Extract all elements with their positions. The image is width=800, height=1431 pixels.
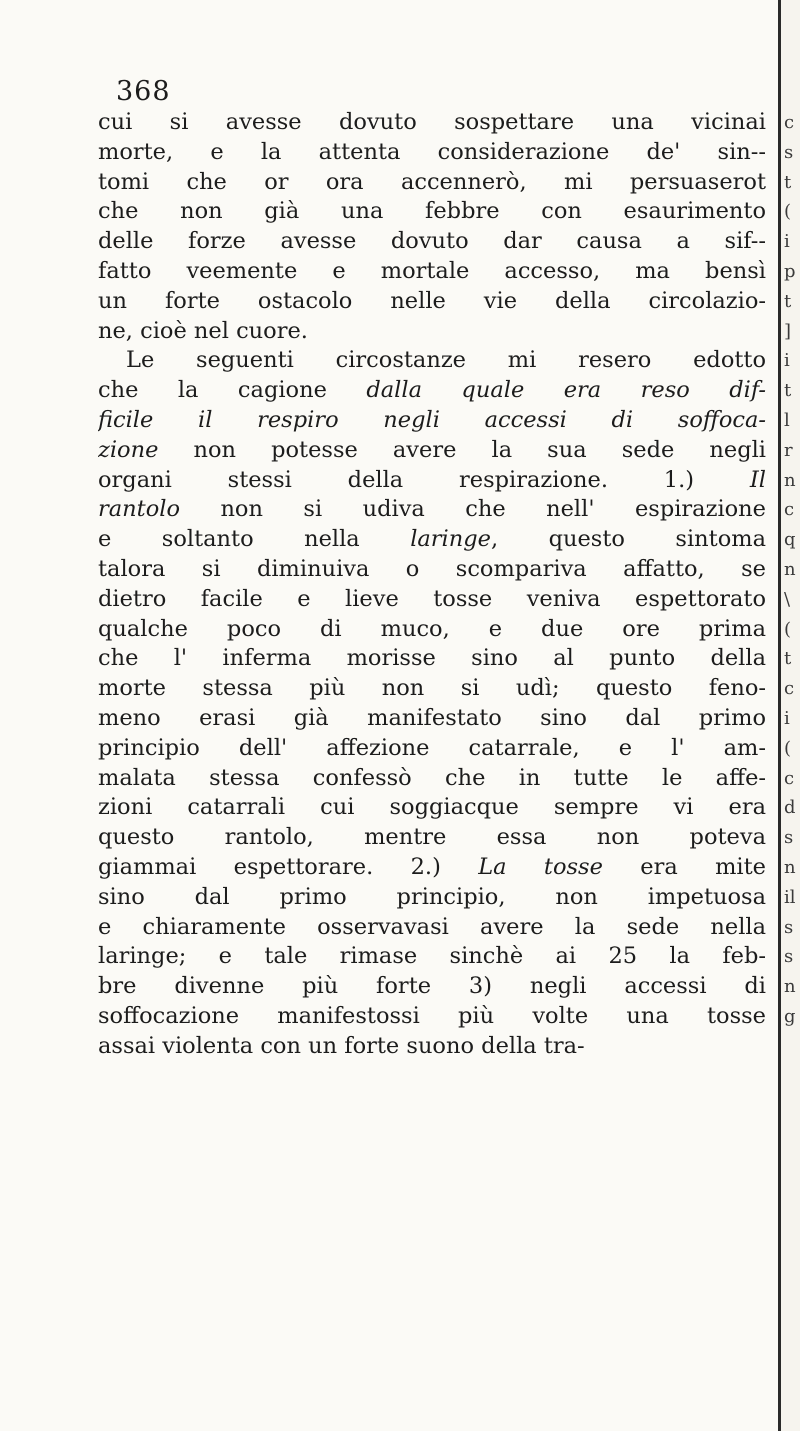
text-line [98, 108, 766, 138]
text-span: sino dal primo principio, non impetuosa [98, 883, 766, 910]
text-span: e chiaramente osservavasi avere la sede nella [98, 913, 766, 940]
text-span: La tosse [478, 853, 603, 880]
facing-page-char: s [784, 916, 794, 938]
body-text [98, 108, 766, 1062]
facing-page-char: ( [784, 737, 792, 759]
text-span: soffocazione manifestossi più volte una tosse [98, 1002, 766, 1029]
facing-page-char: n [784, 856, 796, 878]
text-line [98, 883, 766, 913]
facing-page-char: c [784, 112, 795, 133]
text-line [98, 585, 766, 615]
facing-page-char: ] [784, 320, 792, 342]
facing-page-char: n [784, 469, 796, 491]
text-span: delle forze avesse dovuto dar causa a sif-- [98, 228, 766, 255]
facing-page-char: t [784, 380, 792, 402]
facing-page-char: c [784, 678, 795, 700]
facing-page-char: \ [784, 588, 791, 610]
text-span: Le seguenti circostanze mi resero edotto [126, 347, 766, 374]
text-line [98, 823, 766, 853]
text-line [98, 436, 766, 466]
text-span: dalla quale era reso dif- [366, 377, 766, 404]
facing-page-fragments [784, 108, 800, 1032]
text-span: giammai espettorare. 2.) [98, 853, 479, 880]
text-line [98, 615, 766, 645]
page-number: 368 [116, 76, 171, 107]
text-span: rantolo [98, 496, 180, 523]
text-span: ficile il respiro negli accessi di soffoca- [98, 406, 766, 433]
text-span: meno erasi già manifestato sino dal primo [98, 704, 766, 731]
facing-page-char: i [784, 231, 790, 253]
text-span: qualche poco di muco, e due ore prima [98, 615, 766, 642]
text-line [98, 138, 766, 168]
text-span: laringe [410, 526, 491, 553]
text-line [98, 793, 766, 823]
text-span: talora si diminuiva o scompariva affatto, se [98, 555, 766, 582]
facing-page-char: s [784, 827, 794, 849]
facing-page-char: i [784, 707, 790, 729]
text-span: cui si avesse dovuto sospettare una vicinai [98, 109, 766, 135]
text-line [98, 1032, 766, 1062]
text-line [98, 972, 766, 1002]
text-line [98, 704, 766, 734]
facing-page-char: c [784, 499, 795, 521]
facing-page-char: il [784, 886, 796, 908]
facing-page-char: i [784, 350, 790, 372]
text-line [98, 346, 766, 376]
facing-page-char: p [784, 260, 796, 282]
facing-page-char: g [784, 1005, 796, 1027]
text-span: questo rantolo, mentre essa non poteva [98, 824, 766, 851]
facing-page-char: t [784, 171, 792, 193]
text-span: morte, e la attenta considerazione de' sin-- [98, 138, 766, 165]
text-span: , questo sintoma [490, 526, 766, 553]
text-span: assai violenta con un forte suono della tra- [98, 1032, 585, 1059]
text-line [98, 764, 766, 794]
text-span: zioni catarrali cui soggiacque sempre vi era [98, 794, 766, 821]
text-line [98, 495, 766, 525]
text-line [98, 197, 766, 227]
text-span: principio dell' affezione catarrale, e l' am- [98, 734, 766, 761]
text-line [98, 376, 766, 406]
facing-page-char: q [784, 529, 796, 551]
facing-page-char: c [784, 767, 795, 789]
text-span: morte stessa più non si udì; questo feno- [98, 675, 766, 702]
facing-page-char: t [784, 290, 792, 312]
text-line [98, 317, 766, 347]
text-span: non potesse avere la sua sede negli [158, 436, 766, 463]
facing-page-char: ( [784, 201, 792, 223]
text-line [98, 644, 766, 674]
text-line [98, 466, 766, 496]
text-span: tomi che or ora accennerò, mi persuaserot [98, 168, 766, 195]
text-line [98, 942, 766, 972]
text-span: Il [749, 466, 766, 493]
text-span: un forte ostacolo nelle vie della circolazio- [98, 287, 766, 314]
text-span: e soltanto nella [98, 526, 411, 553]
text-line [98, 853, 766, 883]
facing-page-char: r [784, 439, 793, 461]
text-line [98, 555, 766, 585]
facing-page-char: d [784, 797, 796, 819]
text-span: che l' inferma morisse sino al punto della [98, 645, 766, 672]
text-line [98, 734, 766, 764]
text-line [98, 227, 766, 257]
text-line [98, 525, 766, 555]
text-span: era mite [602, 853, 766, 880]
facing-page-char: n [784, 558, 796, 580]
text-span: fatto veemente e mortale accesso, ma bensì [98, 257, 766, 284]
text-span: non si udiva che nell' espirazione [180, 496, 766, 523]
text-span: bre divenne più forte 3) negli accessi di [98, 973, 766, 1000]
text-line [98, 1002, 766, 1032]
text-line [98, 674, 766, 704]
text-span: organi stessi della respirazione. 1.) [98, 466, 750, 493]
text-line [98, 168, 766, 198]
text-span: laringe; e tale rimase sinchè ai 25 la feb- [98, 943, 766, 970]
text-span: zione [98, 436, 159, 463]
text-span: che non già una febbre con esaurimento [98, 198, 766, 225]
facing-page-char: t [784, 648, 792, 670]
facing-page-char: l [784, 409, 790, 431]
text-span: malata stessa confessò che in tutte le affe- [98, 764, 766, 791]
facing-page-char: s [784, 946, 794, 968]
text-line [98, 913, 766, 943]
facing-page-char: n [784, 976, 796, 998]
facing-page-char: s [784, 141, 794, 163]
text-line [98, 257, 766, 287]
text-span: dietro facile e lieve tosse veniva espettorato [98, 585, 766, 612]
text-line [98, 406, 766, 436]
text-span: ne, cioè nel cuore. [98, 317, 308, 344]
facing-page-char: ( [784, 618, 792, 640]
text-span: che la cagione [98, 377, 367, 404]
text-line [98, 287, 766, 317]
